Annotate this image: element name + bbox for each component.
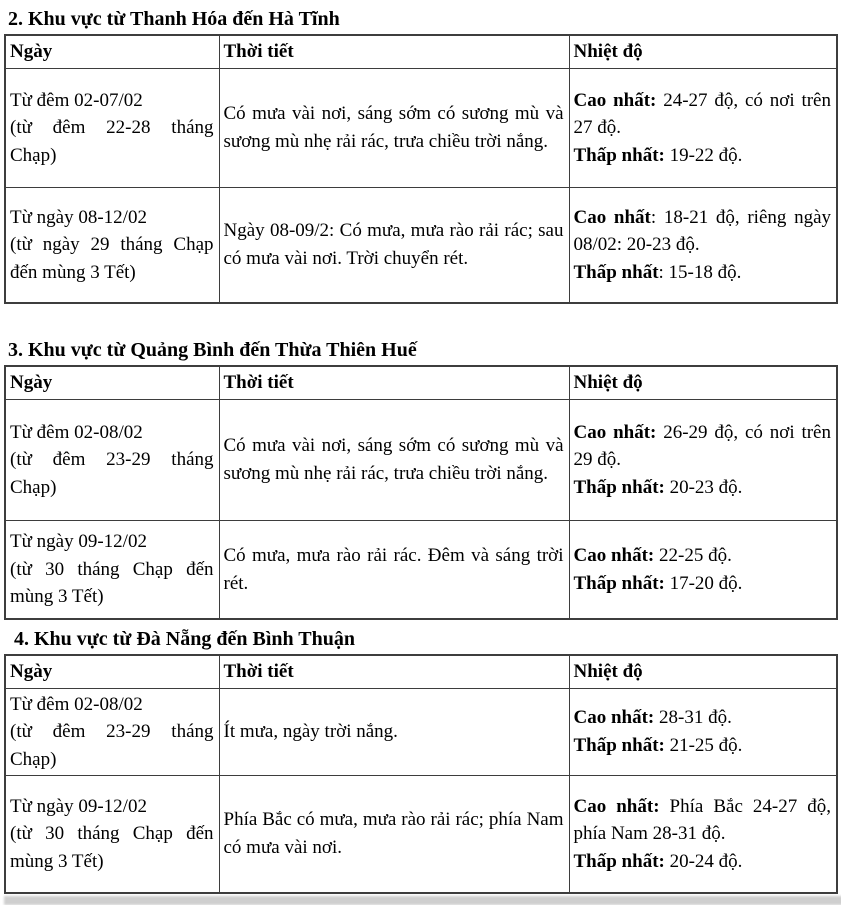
temp-line	[574, 732, 832, 760]
weather-cell: Có mưa, mưa rào rải rác. Đêm và sáng trời rét.	[219, 521, 569, 620]
temp-label: Thấp nhất:	[573, 850, 665, 872]
date-cell	[5, 400, 219, 521]
weather-cell: Phía Bắc có mưa, mưa rào rải rác; phía Nam có mưa vài nơi.	[219, 776, 569, 894]
weather-cell: Có mưa vài nơi, sáng sớm có sương mù và sương mù nhẹ rải rác, trưa chiều trời nắng.	[219, 400, 569, 521]
date-cell	[5, 188, 219, 304]
table-row	[5, 188, 837, 304]
weather-cell: Có mưa vài nơi, sáng sớm có sương mù và sương mù nhẹ rải rác, trưa chiều trời nắng.	[219, 69, 569, 188]
temp-value: 20-23 độ.	[664, 476, 743, 498]
temp-label: Cao nhất	[573, 206, 651, 228]
column-header-weather: Thời tiết	[219, 35, 569, 69]
temp-label: Thấp nhất	[573, 261, 659, 283]
temp-label: Cao nhất:	[573, 707, 655, 729]
date-line: (từ 30 tháng Chạp đến mùng 3 Tết)	[10, 823, 214, 872]
table-header-row	[5, 35, 837, 69]
temp-value: 28-31 độ.	[654, 707, 732, 729]
temp-label: Thấp nhất:	[573, 572, 665, 594]
section-quang-binh-hue	[4, 338, 838, 620]
column-header-temperature: Nhiệt độ	[569, 366, 837, 400]
temp-value: 20-24 độ.	[664, 850, 743, 872]
column-header-date: Ngày	[5, 35, 219, 69]
temp-line	[574, 570, 832, 598]
column-header-weather: Thời tiết	[219, 655, 569, 689]
temp-line	[574, 848, 832, 876]
table-row	[5, 400, 837, 521]
date-line: (từ 30 tháng Chạp đến mùng 3 Tết)	[10, 558, 214, 608]
temp-line	[574, 419, 832, 474]
temp-line	[574, 704, 832, 732]
date-line: (từ đêm 23-29 tháng Chạp)	[10, 721, 214, 770]
weather-table	[4, 34, 838, 304]
temp-line	[574, 87, 832, 142]
temp-line	[574, 542, 832, 570]
temp-label: Thấp nhất:	[573, 144, 665, 166]
temp-line	[574, 259, 832, 287]
table-row	[5, 776, 837, 894]
column-header-temperature: Nhiệt độ	[569, 655, 837, 689]
section-heading: 3. Khu vực từ Quảng Bình đến Thừa Thiên Huế	[8, 339, 417, 361]
date-cell	[5, 776, 219, 894]
column-header-weather: Thời tiết	[219, 366, 569, 400]
table-row	[5, 69, 837, 188]
temp-line	[574, 474, 832, 502]
temp-value: : 15-18 độ.	[658, 261, 742, 283]
temp-value: 22-25 độ.	[654, 544, 732, 566]
temperature-cell	[569, 400, 837, 521]
section-da-nang-binh-thuan	[4, 627, 838, 894]
temperature-cell	[569, 69, 837, 188]
table-header-row	[5, 366, 837, 400]
temp-value: : 18-21 độ, riêng ngày 08/02: 20-23 độ.	[573, 206, 832, 256]
temp-line	[574, 793, 832, 848]
date-cell	[5, 689, 219, 776]
temp-value: Phía Bắc 24-27 độ, phía Nam 28-31 độ.	[573, 795, 831, 845]
date-line: Từ ngày 08-12/02	[10, 206, 147, 228]
weather-cell: Ít mưa, ngày trời nắng.	[219, 689, 569, 776]
temp-value: 26-29 độ, có nơi trên 29 độ.	[573, 421, 831, 471]
section-heading: 4. Khu vực từ Đà Nẵng đến Bình Thuận	[14, 628, 355, 650]
temp-label: Cao nhất:	[573, 795, 660, 817]
temp-label: Cao nhất:	[573, 544, 655, 566]
temp-value: 17-20 độ.	[664, 572, 743, 594]
table-row	[5, 689, 837, 776]
date-line: Từ ngày 09-12/02	[10, 795, 147, 817]
temp-value: 19-22 độ.	[664, 144, 743, 166]
table-row	[5, 521, 837, 620]
date-line: Từ ngày 09-12/02	[10, 531, 147, 553]
date-cell	[5, 521, 219, 620]
column-header-date: Ngày	[5, 655, 219, 689]
temp-line	[574, 142, 832, 170]
date-line: Từ đêm 02-08/02	[10, 693, 143, 715]
bottom-strip	[4, 896, 841, 905]
weather-table	[4, 365, 838, 620]
temp-label: Thấp nhất:	[573, 735, 665, 756]
date-line: (từ ngày 29 tháng Chạp đến mùng 3 Tết)	[10, 234, 214, 283]
section-heading: 2. Khu vực từ Thanh Hóa đến Hà Tĩnh	[8, 8, 340, 30]
temp-label: Cao nhất:	[573, 89, 657, 111]
weather-table	[4, 654, 838, 894]
date-line: (từ đêm 22-28 tháng Chạp)	[10, 117, 214, 166]
temp-line	[574, 204, 832, 259]
column-header-temperature: Nhiệt độ	[569, 35, 837, 69]
temperature-cell	[569, 689, 837, 776]
date-line: (từ đêm 23-29 tháng Chạp)	[10, 449, 214, 498]
temperature-cell	[569, 521, 837, 620]
column-header-date: Ngày	[5, 366, 219, 400]
temp-label: Thấp nhất:	[573, 476, 665, 498]
date-line: Từ đêm 02-07/02	[10, 89, 143, 111]
weather-cell: Ngày 08-09/2: Có mưa, mưa rào rải rác; sau có mưa vài nơi. Trời chuyển rét.	[219, 188, 569, 304]
temperature-cell	[569, 776, 837, 894]
date-line: Từ đêm 02-08/02	[10, 421, 143, 443]
temperature-cell	[569, 188, 837, 304]
table-header-row	[5, 655, 837, 689]
section-thanh-hoa-ha-tinh	[4, 7, 838, 304]
temp-value: 21-25 độ.	[664, 735, 743, 756]
date-cell	[5, 69, 219, 188]
temp-value: 24-27 độ, có nơi trên 27 độ.	[573, 89, 831, 139]
temp-label: Cao nhất:	[573, 421, 657, 443]
